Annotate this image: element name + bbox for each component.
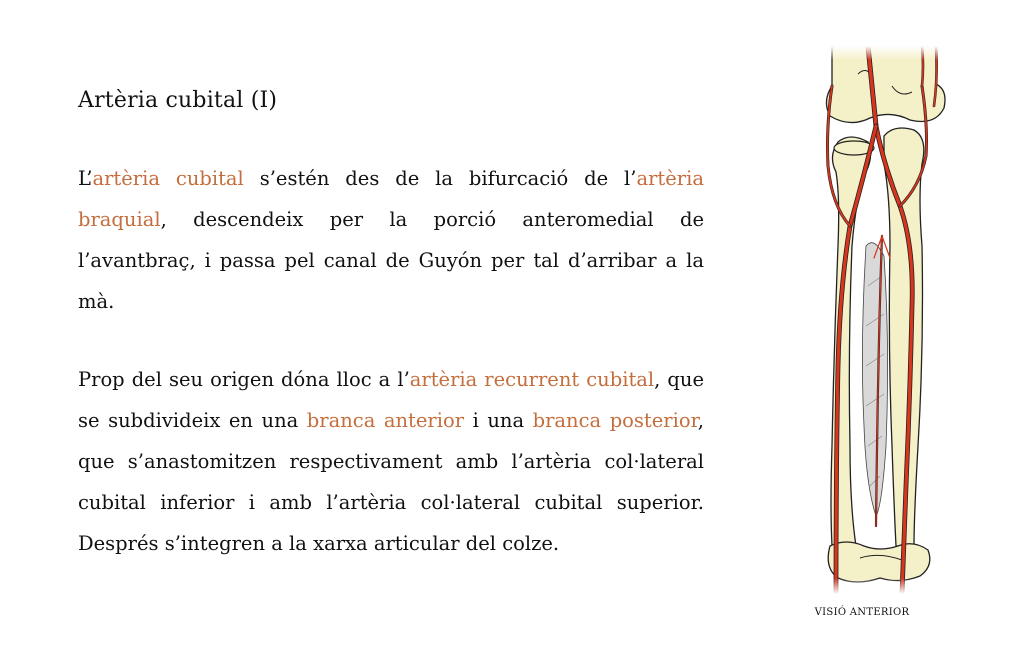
interosseous-membrane: [862, 243, 887, 516]
p2-text-3: i una: [464, 409, 533, 432]
term-arteria-recurrent-cubital: artèria recurrent cubital: [409, 368, 655, 391]
figure-caption: VISIÓ ANTERIOR: [814, 607, 910, 618]
p1-text-1: L’: [78, 167, 93, 190]
p2-text-1: Prop del seu origen dóna lloc a l’: [78, 368, 410, 391]
p2-text-2: , que se subdivideix en una: [78, 368, 704, 432]
paragraph-2: [78, 359, 704, 564]
paragraph-1: [78, 158, 704, 322]
forearm-anterior-svg: [810, 46, 960, 594]
wrist-bones: [828, 542, 930, 582]
p1-text-2: s’estén des de la bifurcació de l’: [243, 167, 637, 190]
text-column: [78, 88, 704, 564]
term-arteria-braquial: artèria braquial: [78, 167, 704, 231]
page-title: Artèria cubital (I): [78, 88, 278, 113]
term-branca-posterior: branca posterior: [532, 409, 698, 432]
term-arteria-cubital: artèria cubital: [92, 167, 244, 190]
term-branca-anterior: branca anterior: [306, 409, 465, 432]
p2-text-4: , que s’anastomitzen respectivament amb l’artèria col·lateral cubital inferior i amb l’artèria col·lateral cubital superior. Després s’integren a la xarxa articular del colze.: [78, 409, 704, 555]
forearm-illustration: [810, 46, 960, 594]
p1-text-3: , descendeix per la porció anteromedial de l’avantbraç, i passa pel canal de Guyón per tal d’arribar a la mà.: [78, 208, 704, 313]
